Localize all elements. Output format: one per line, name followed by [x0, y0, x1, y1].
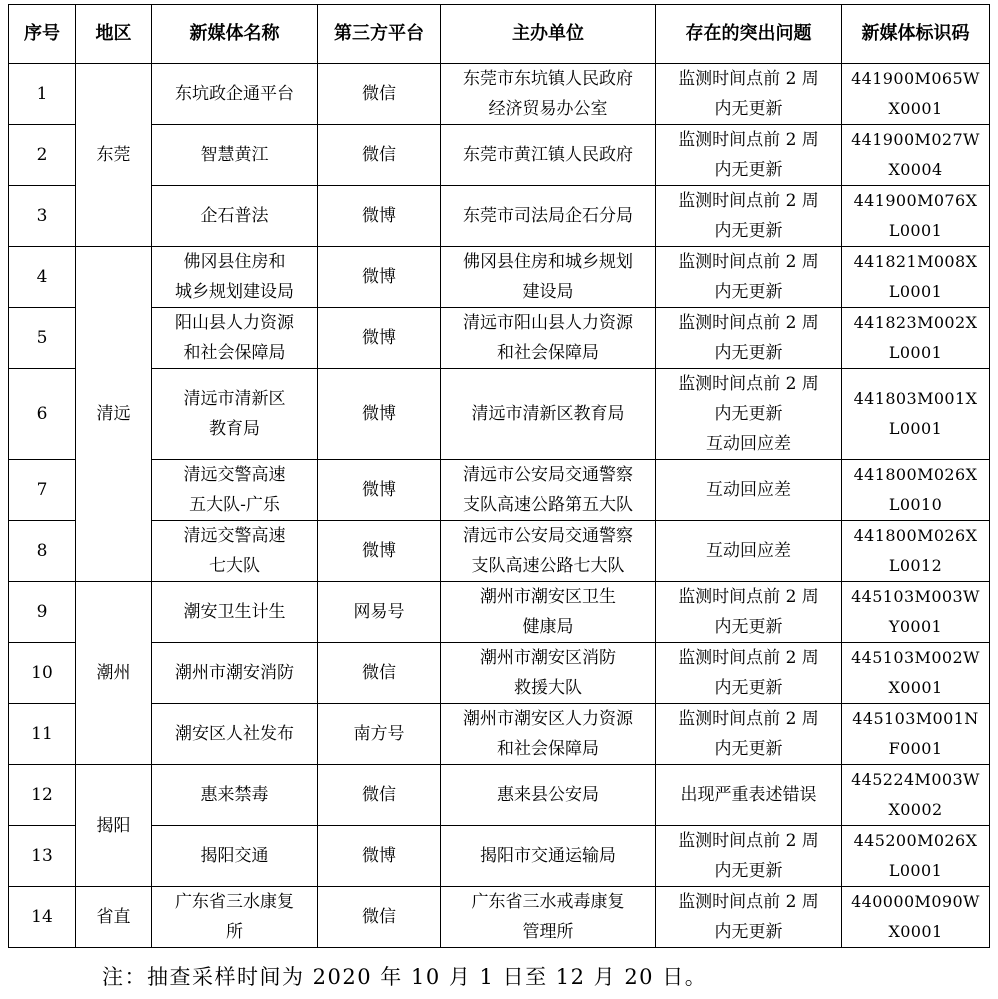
cell-name-line: 揭阳交通: [200, 846, 269, 866]
cell-region: 清远: [76, 247, 152, 582]
cell-code-line: Y0001: [888, 617, 943, 636]
cell-seq: 1: [9, 64, 76, 125]
cell-code-line: L0001: [888, 419, 943, 438]
cell-code: [842, 186, 990, 247]
cell-issue-line: 监测时间点前 2 周: [678, 709, 819, 729]
cell-issue-line: 内无更新: [714, 160, 783, 180]
cell-sponsor-line: 清远市阳山县人力资源: [463, 313, 633, 333]
cell-code-line: X0002: [888, 800, 943, 819]
cell-sponsor: [441, 460, 656, 521]
cell-code-line: L0001: [888, 282, 943, 301]
cell-code-line: F0001: [888, 739, 943, 758]
cell-name-line: 潮州市潮安消防: [175, 663, 294, 683]
cell-name: [152, 582, 318, 643]
cell-platform: 微博: [318, 247, 441, 308]
cell-issue: [656, 460, 842, 521]
cell-name: [152, 765, 318, 826]
cell-code-line: 441821M008X: [853, 252, 978, 271]
cell-name: [152, 704, 318, 765]
cell-issue-line: 互动回应差: [706, 434, 791, 454]
cell-issue-line: 互动回应差: [706, 541, 791, 561]
cell-code-line: L0001: [888, 221, 943, 240]
cell-code-line: 445103M002W: [851, 648, 980, 667]
cell-name: [152, 521, 318, 582]
cell-seq: 3: [9, 186, 76, 247]
cell-issue-line: 监测时间点前 2 周: [678, 587, 819, 607]
cell-name-line: 教育局: [209, 419, 260, 439]
cell-issue: [656, 186, 842, 247]
cell-sponsor: [441, 308, 656, 369]
table-row: [9, 308, 990, 369]
cell-seq: 2: [9, 125, 76, 186]
cell-platform: 微博: [318, 308, 441, 369]
cell-issue-line: 监测时间点前 2 周: [678, 831, 819, 851]
cell-sponsor-line: 救援大队: [514, 678, 582, 698]
table-row: [9, 765, 990, 826]
cell-sponsor: [441, 125, 656, 186]
table-row: [9, 460, 990, 521]
cell-issue: [656, 521, 842, 582]
cell-seq: 13: [9, 826, 76, 887]
cell-platform: 微博: [318, 826, 441, 887]
cell-seq: 5: [9, 308, 76, 369]
cell-code-line: 445224M003W: [851, 770, 980, 789]
cell-code-line: L0010: [888, 495, 943, 514]
cell-sponsor: [441, 582, 656, 643]
table-row: [9, 369, 990, 460]
cell-code-line: 445103M003W: [851, 587, 980, 606]
footnote: 注：抽查采样时间为 2020 年 10 月 1 日至 12 月 20 日。: [102, 965, 708, 989]
table-row: [9, 704, 990, 765]
cell-sponsor: [441, 186, 656, 247]
cell-sponsor-line: 支队高速公路七大队: [471, 556, 625, 576]
header-region: 地区: [76, 5, 152, 64]
cell-issue-line: 出现严重表述错误: [680, 785, 817, 805]
cell-code-line: X0001: [888, 99, 943, 118]
table-row: [9, 643, 990, 704]
cell-name: [152, 186, 318, 247]
cell-code-line: X0001: [888, 678, 943, 697]
cell-code-line: 441900M065W: [851, 69, 980, 88]
cell-name: [152, 460, 318, 521]
cell-code-line: L0001: [888, 861, 943, 880]
cell-platform: 网易号: [318, 582, 441, 643]
cell-issue-line: 监测时间点前 2 周: [678, 191, 819, 211]
cell-sponsor: [441, 704, 656, 765]
cell-issue-line: 监测时间点前 2 周: [678, 130, 819, 150]
cell-issue: [656, 369, 842, 460]
cell-code-line: X0001: [888, 922, 943, 941]
cell-code-line: 441803M001X: [853, 389, 978, 408]
cell-sponsor-line: 清远市公安局交通警察: [463, 465, 633, 485]
cell-seq: 8: [9, 521, 76, 582]
cell-code: [842, 125, 990, 186]
cell-issue: [656, 64, 842, 125]
cell-sponsor: [441, 64, 656, 125]
cell-name: [152, 887, 318, 948]
cell-sponsor-line: 支队高速公路第五大队: [463, 495, 633, 515]
cell-seq: 10: [9, 643, 76, 704]
cell-seq: 11: [9, 704, 76, 765]
cell-code-line: 445103M001N: [852, 709, 979, 728]
cell-code-line: X0004: [888, 160, 943, 179]
cell-code: [842, 521, 990, 582]
cell-issue: [656, 887, 842, 948]
cell-name-line: 东坑政企通平台: [175, 84, 294, 104]
cell-issue-line: 内无更新: [714, 221, 783, 241]
cell-name-line: 智慧黄江: [200, 145, 269, 165]
cell-seq: 12: [9, 765, 76, 826]
cell-code: [842, 704, 990, 765]
cell-name-line: 七大队: [209, 556, 260, 576]
cell-sponsor-line: 清远市清新区教育局: [471, 404, 625, 424]
cell-issue-line: 内无更新: [714, 922, 783, 942]
cell-code-line: 440000M090W: [851, 892, 980, 911]
header-code: 新媒体标识码: [842, 5, 990, 64]
cell-code: [842, 64, 990, 125]
cell-name: [152, 369, 318, 460]
cell-platform: 微信: [318, 887, 441, 948]
header-name: 新媒体名称: [152, 5, 318, 64]
table-row: [9, 826, 990, 887]
cell-sponsor-line: 揭阳市交通运输局: [480, 846, 616, 866]
cell-name-line: 佛冈县住房和: [183, 252, 286, 272]
cell-platform: 微信: [318, 765, 441, 826]
cell-sponsor-line: 东莞市司法局企石分局: [463, 206, 633, 226]
cell-platform: 微信: [318, 125, 441, 186]
cell-issue: [656, 826, 842, 887]
cell-issue-line: 内无更新: [714, 404, 783, 424]
cell-code-line: 441900M076X: [853, 191, 978, 210]
table-row: [9, 125, 990, 186]
cell-region: 省直: [76, 887, 152, 948]
cell-code: [842, 826, 990, 887]
cell-issue-line: 内无更新: [714, 343, 783, 363]
cell-code: [842, 308, 990, 369]
cell-sponsor: [441, 369, 656, 460]
cell-sponsor: [441, 521, 656, 582]
table-row: [9, 186, 990, 247]
cell-issue: [656, 765, 842, 826]
cell-code: [842, 765, 990, 826]
cell-issue-line: 监测时间点前 2 周: [678, 374, 819, 394]
cell-seq: 7: [9, 460, 76, 521]
cell-sponsor-line: 管理所: [522, 922, 574, 942]
header-issue: 存在的突出问题: [656, 5, 842, 64]
cell-name-line: 和社会保障局: [183, 343, 286, 363]
cell-issue-line: 互动回应差: [706, 480, 791, 500]
cell-platform: 微博: [318, 521, 441, 582]
cell-name: [152, 64, 318, 125]
cell-code: [842, 369, 990, 460]
cell-sponsor-line: 健康局: [522, 617, 574, 637]
cell-region: 潮州: [76, 582, 152, 765]
header-platform: 第三方平台: [318, 5, 441, 64]
cell-name: [152, 125, 318, 186]
cell-issue-line: 监测时间点前 2 周: [678, 648, 819, 668]
cell-issue-line: 监测时间点前 2 周: [678, 313, 819, 333]
cell-name-line: 广东省三水康复: [175, 892, 294, 912]
cell-sponsor-line: 和社会保障局: [497, 343, 599, 363]
cell-name: [152, 247, 318, 308]
table-row: [9, 247, 990, 308]
cell-sponsor: [441, 887, 656, 948]
cell-sponsor-line: 惠来县公安局: [497, 785, 599, 805]
header-seq: 序号: [9, 5, 76, 64]
cell-seq: 6: [9, 369, 76, 460]
cell-issue-line: 内无更新: [714, 282, 783, 302]
cell-sponsor-line: 广东省三水戒毒康复: [471, 892, 625, 912]
cell-code-line: 441800M026X: [853, 465, 978, 484]
cell-issue-line: 内无更新: [714, 861, 783, 881]
cell-code-line: 441800M026X: [853, 526, 978, 545]
cell-sponsor-line: 建设局: [522, 282, 574, 302]
cell-sponsor-line: 经济贸易办公室: [488, 99, 608, 119]
cell-code-line: 441823M002X: [853, 313, 978, 332]
cell-code: [842, 887, 990, 948]
cell-region: 东莞: [76, 64, 152, 247]
cell-code: [842, 643, 990, 704]
cell-sponsor: [441, 643, 656, 704]
cell-issue-line: 监测时间点前 2 周: [678, 892, 819, 912]
cell-seq: 4: [9, 247, 76, 308]
cell-issue-line: 内无更新: [714, 617, 783, 637]
cell-sponsor: [441, 826, 656, 887]
cell-sponsor-line: 东莞市东坑镇人民政府: [463, 69, 633, 89]
cell-platform: 微信: [318, 64, 441, 125]
cell-seq: 9: [9, 582, 76, 643]
cell-sponsor-line: 潮州市潮安区人力资源: [463, 709, 633, 729]
table-row: [9, 521, 990, 582]
cell-code: [842, 582, 990, 643]
cell-sponsor-line: 清远市公安局交通警察: [463, 526, 633, 546]
cell-platform: 微博: [318, 186, 441, 247]
cell-code-line: L0012: [888, 556, 943, 575]
cell-issue: [656, 247, 842, 308]
cell-code-line: L0001: [888, 343, 943, 362]
cell-code: [842, 460, 990, 521]
cell-sponsor: [441, 247, 656, 308]
cell-sponsor-line: 佛冈县住房和城乡规划: [463, 252, 633, 272]
cell-issue-line: 监测时间点前 2 周: [678, 252, 819, 272]
table-row: [9, 887, 990, 948]
header-sponsor: 主办单位: [441, 5, 656, 64]
cell-issue-line: 内无更新: [714, 99, 783, 119]
cell-name-line: 城乡规划建设局: [175, 282, 294, 302]
cell-platform: 微博: [318, 369, 441, 460]
table-row: [9, 64, 990, 125]
cell-name-line: 所: [226, 922, 243, 942]
cell-issue: [656, 308, 842, 369]
cell-name-line: 企石普法: [200, 206, 269, 226]
cell-issue-line: 内无更新: [714, 739, 783, 759]
new-media-table: [8, 4, 990, 948]
table-header-row: [9, 5, 990, 64]
cell-name-line: 五大队-广乐: [189, 495, 280, 515]
cell-name-line: 清远交警高速: [183, 526, 286, 546]
cell-sponsor-line: 潮州市潮安区卫生: [480, 587, 616, 607]
table-row: [9, 582, 990, 643]
cell-sponsor-line: 东莞市黄江镇人民政府: [463, 145, 633, 165]
cell-sponsor: [441, 765, 656, 826]
cell-sponsor-line: 潮州市潮安区消防: [480, 648, 616, 668]
cell-issue: [656, 643, 842, 704]
cell-issue-line: 内无更新: [714, 678, 783, 698]
cell-issue: [656, 582, 842, 643]
cell-issue: [656, 704, 842, 765]
table-body: [9, 64, 990, 948]
cell-code-line: 441900M027W: [851, 130, 980, 149]
cell-issue: [656, 125, 842, 186]
cell-name: [152, 643, 318, 704]
cell-sponsor-line: 和社会保障局: [497, 739, 599, 759]
cell-platform: 微博: [318, 460, 441, 521]
report-sheet: [8, 4, 990, 948]
cell-platform: 南方号: [318, 704, 441, 765]
cell-code: [842, 247, 990, 308]
cell-code-line: 445200M026X: [853, 831, 978, 850]
cell-name-line: 清远市清新区: [183, 389, 286, 409]
cell-name: [152, 826, 318, 887]
cell-seq: 14: [9, 887, 76, 948]
cell-name-line: 清远交警高速: [183, 465, 286, 485]
cell-name-line: 潮安卫生计生: [183, 602, 286, 622]
cell-name-line: 惠来禁毒: [200, 785, 269, 805]
cell-platform: 微信: [318, 643, 441, 704]
cell-name-line: 阳山县人力资源: [175, 313, 294, 333]
cell-region: 揭阳: [76, 765, 152, 887]
cell-name: [152, 308, 318, 369]
cell-name-line: 潮安区人社发布: [175, 724, 294, 744]
cell-issue-line: 监测时间点前 2 周: [678, 69, 819, 89]
